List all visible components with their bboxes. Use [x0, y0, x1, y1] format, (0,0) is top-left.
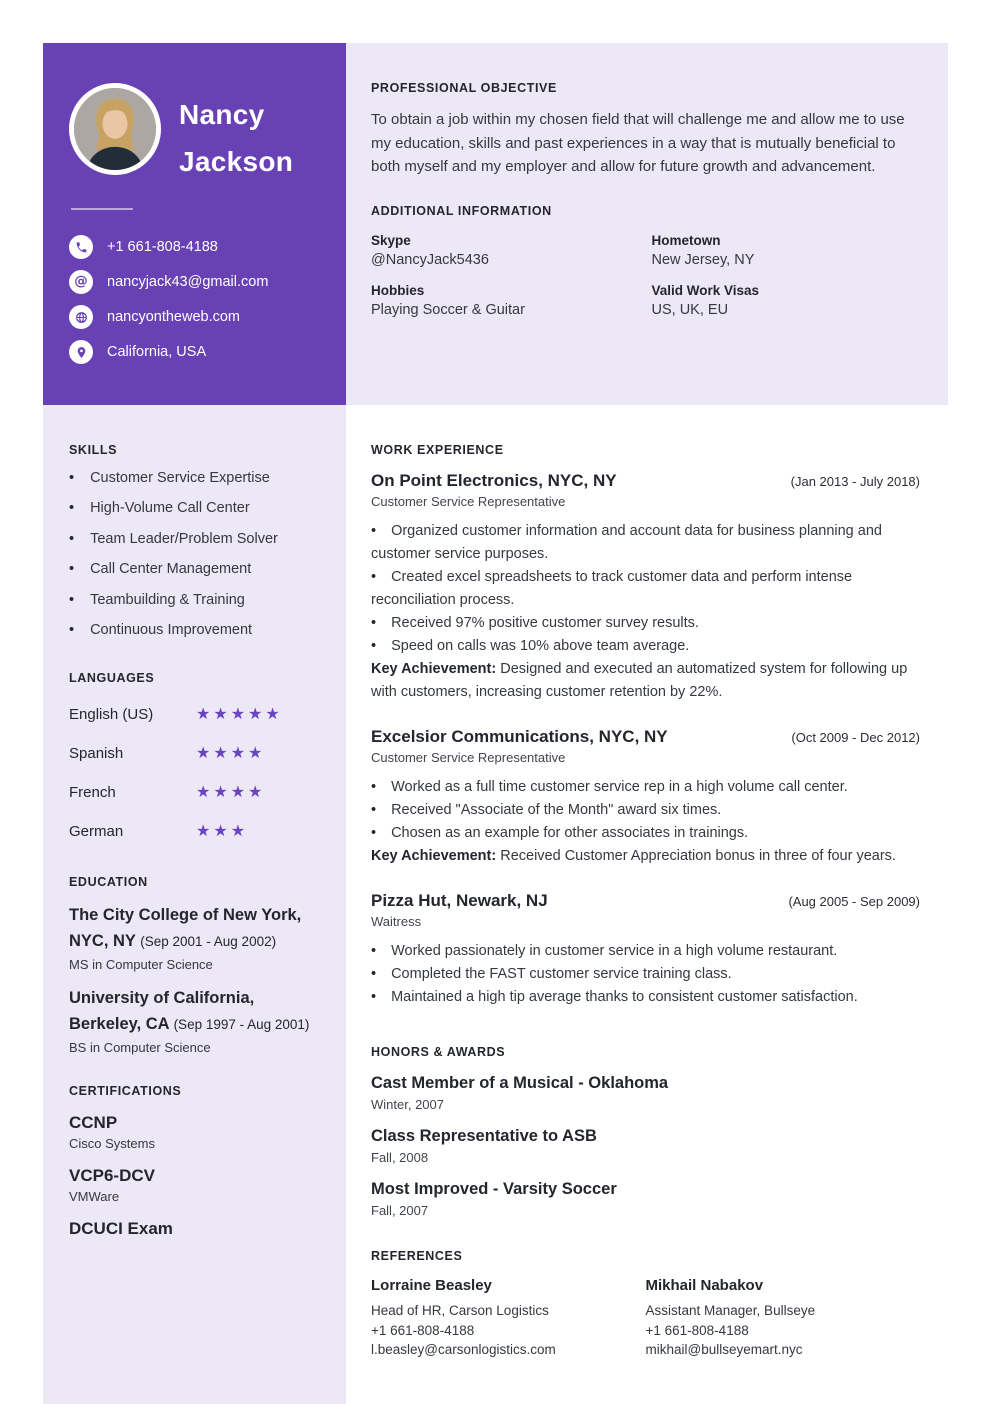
profile-photo-placeholder [74, 88, 156, 170]
education-dates: (Sep 1997 - Aug 2001) [173, 1016, 310, 1032]
job-bullet: • Speed on calls was 10% above team average. [371, 635, 920, 658]
language-row [69, 704, 326, 724]
job-head [371, 471, 920, 491]
reference-card [371, 1277, 646, 1360]
contact-website [69, 305, 324, 329]
job-entry [371, 471, 920, 704]
reference-email: mikhail@bullseyemart.nyc [645, 1342, 803, 1357]
contact-website-text: nancyontheweb.com [107, 309, 240, 325]
website-icon [69, 305, 93, 329]
job-bullet: • Chosen as an example for other associates in trainings. [371, 822, 920, 845]
job-bullet: • Maintained a high tip average thanks to consistent customer satisfaction. [371, 986, 920, 1009]
objective-panel [346, 43, 948, 405]
language-row [69, 782, 326, 802]
education-dates: (Sep 2001 - Aug 2002) [140, 933, 277, 949]
language-row [69, 743, 326, 763]
email-icon: @ [69, 270, 93, 294]
main-column [346, 405, 948, 1404]
objective-section-title: PROFESSIONAL OBJECTIVE [371, 81, 557, 95]
info-value: @NancyJack5436 [371, 251, 489, 268]
honor-date: Fall, 2007 [371, 1203, 429, 1218]
education-item [69, 903, 326, 972]
certification-issuer: Cisco Systems [69, 1136, 155, 1151]
location-icon [69, 340, 93, 364]
additional-info-item [652, 283, 921, 318]
resume-top-band [43, 43, 948, 405]
honor-date: Winter, 2007 [371, 1097, 444, 1112]
language-name: English (US) [69, 705, 154, 723]
job-role: Customer Service Representative [371, 494, 566, 509]
skill-item: • Call Center Management [69, 559, 326, 579]
contact-phone-text: +1 661-808-4188 [107, 239, 218, 255]
reference-role: Assistant Manager, Bullseye [645, 1303, 816, 1318]
contact-location [69, 340, 324, 364]
language-rating-stars: ★★★★ [196, 784, 266, 801]
info-label: Skype [371, 232, 411, 248]
additional-info-section-title: ADDITIONAL INFORMATION [371, 203, 552, 218]
reference-phone: +1 661-808-4188 [371, 1322, 475, 1338]
certification-issuer: VMWare [69, 1189, 120, 1204]
reference-phone: +1 661-808-4188 [645, 1322, 749, 1338]
education-school [69, 903, 326, 954]
profile-photo [69, 83, 161, 175]
additional-info-item [652, 233, 921, 268]
skill-item: • Customer Service Expertise [69, 468, 326, 488]
certification-name: DCUCI Exam [69, 1219, 173, 1238]
job-bullets [371, 520, 920, 704]
languages-section-title: LANGUAGES [69, 671, 155, 685]
key-achievement-text: Designed and executed an automatized system for following up with customers, increasing customer retention by 22%. [371, 661, 908, 700]
job-company: On Point Electronics, NYC, NY [371, 471, 617, 490]
additional-info-grid [371, 233, 920, 318]
language-rating-stars: ★★★ [196, 823, 249, 840]
skills-list [69, 468, 326, 641]
sidebar [43, 405, 346, 1404]
info-label: Valid Work Visas [651, 282, 760, 298]
job-bullet: • Received 97% positive customer survey results. [371, 612, 920, 635]
honor-item [371, 1074, 920, 1112]
key-achievement [371, 658, 920, 704]
honor-name: Most Improved - Varsity Soccer [371, 1180, 617, 1198]
certification-item [69, 1113, 326, 1151]
honor-item [371, 1180, 920, 1218]
contact-phone [69, 235, 324, 259]
education-degree: BS in Computer Science [69, 1040, 211, 1055]
key-achievement-text: Received Customer Appreciation bonus in three of four years. [500, 848, 896, 864]
job-dates: (Oct 2009 - Dec 2012) [791, 730, 920, 745]
job-bullets [371, 776, 920, 868]
certification-name: VCP6-DCV [69, 1166, 155, 1185]
reference-email: l.beasley@carsonlogistics.com [371, 1342, 556, 1357]
job-bullet: • Organized customer information and account data for business planning and customer service purposes. [371, 520, 920, 566]
language-rating-stars: ★★★★★ [196, 706, 283, 723]
reference-card [646, 1277, 921, 1360]
job-bullet: • Completed the FAST customer service training class. [371, 963, 920, 986]
language-row [69, 821, 326, 841]
key-achievement-label: Key Achievement: [371, 661, 497, 677]
education-school-name: The City College of New York, NYC, NY [69, 906, 302, 950]
certification-item [69, 1219, 326, 1239]
language-name: Spanish [69, 744, 124, 762]
education-degree: MS in Computer Science [69, 957, 213, 972]
job-head [371, 727, 920, 747]
language-name: German [69, 822, 124, 840]
honor-name: Cast Member of a Musical - Oklahoma [371, 1074, 669, 1092]
education-school-name: University of California, Berkeley, CA [69, 989, 255, 1033]
certification-name: CCNP [69, 1113, 118, 1132]
job-entry [371, 891, 920, 1009]
candidate-name: Nancy Jackson [179, 99, 294, 177]
additional-info-item [371, 283, 640, 318]
contact-email-text: nancyjack43@gmail.com [107, 274, 269, 290]
reference-name: Mikhail Nabakov [645, 1277, 764, 1294]
languages-list [69, 704, 326, 841]
language-name: French [69, 783, 116, 801]
job-bullet: • Worked as a full time customer service rep in a high volume call center. [371, 776, 920, 799]
certification-item [69, 1166, 326, 1204]
contact-email [69, 270, 324, 294]
references-grid [371, 1277, 920, 1360]
skill-item: • Team Leader/Problem Solver [69, 529, 326, 549]
job-bullet: • Received "Associate of the Month" award six times. [371, 799, 920, 822]
skill-item: • Continuous Improvement [69, 620, 326, 640]
skill-item: • High-Volume Call Center [69, 498, 326, 518]
honor-date: Fall, 2008 [371, 1150, 429, 1165]
job-dates: (Aug 2005 - Sep 2009) [788, 894, 920, 909]
job-bullets [371, 940, 920, 1009]
info-label: Hobbies [371, 282, 425, 298]
work-section-title: WORK EXPERIENCE [371, 443, 504, 457]
key-achievement-label: Key Achievement: [371, 848, 497, 864]
resume-body [43, 405, 948, 1404]
certifications-section-title: CERTIFICATIONS [69, 1084, 182, 1098]
education-section-title: EDUCATION [69, 875, 148, 889]
job-role: Waitress [371, 914, 422, 929]
info-value: US, UK, EU [651, 301, 729, 318]
contact-list [69, 235, 324, 364]
language-rating-stars: ★★★★ [196, 745, 266, 762]
identity-header [43, 43, 346, 405]
identity-row [69, 83, 324, 185]
honor-item [371, 1127, 920, 1165]
education-item [69, 986, 326, 1055]
references-section-title: REFERENCES [371, 1249, 463, 1263]
info-value: Playing Soccer & Guitar [371, 301, 525, 318]
job-company: Excelsior Communications, NYC, NY [371, 727, 668, 746]
job-company: Pizza Hut, Newark, NJ [371, 891, 548, 910]
resume-page [43, 43, 948, 1404]
skill-item: • Teambuilding & Training [69, 590, 326, 610]
honors-section-title: HONORS & AWARDS [371, 1045, 506, 1059]
info-label: Hometown [651, 232, 721, 248]
reference-role: Head of HR, Carson Logistics [371, 1303, 549, 1318]
education-school [69, 986, 326, 1037]
job-entry [371, 727, 920, 868]
job-head [371, 891, 920, 911]
info-value: New Jersey, NY [651, 251, 755, 268]
contact-location-text: California, USA [107, 344, 207, 360]
objective-text: To obtain a job within my chosen field that will challenge me and allow me to use my education, skills and past experiences in a way that is mutually beneficial to both myself and my employer and allow for future growth and advancement. [371, 111, 905, 175]
job-role: Customer Service Representative [371, 750, 566, 765]
job-dates: (Jan 2013 - July 2018) [790, 474, 920, 489]
additional-info-item [371, 233, 640, 268]
header-divider [71, 208, 133, 210]
skills-section-title: SKILLS [69, 443, 118, 457]
key-achievement [371, 845, 920, 868]
job-bullet: • Created excel spreadsheets to track customer data and perform intense reconciliation process. [371, 566, 920, 612]
job-bullet: • Worked passionately in customer service in a high volume restaurant. [371, 940, 920, 963]
reference-name: Lorraine Beasley [371, 1277, 492, 1294]
honor-name: Class Representative to ASB [371, 1127, 597, 1145]
phone-icon [69, 235, 93, 259]
